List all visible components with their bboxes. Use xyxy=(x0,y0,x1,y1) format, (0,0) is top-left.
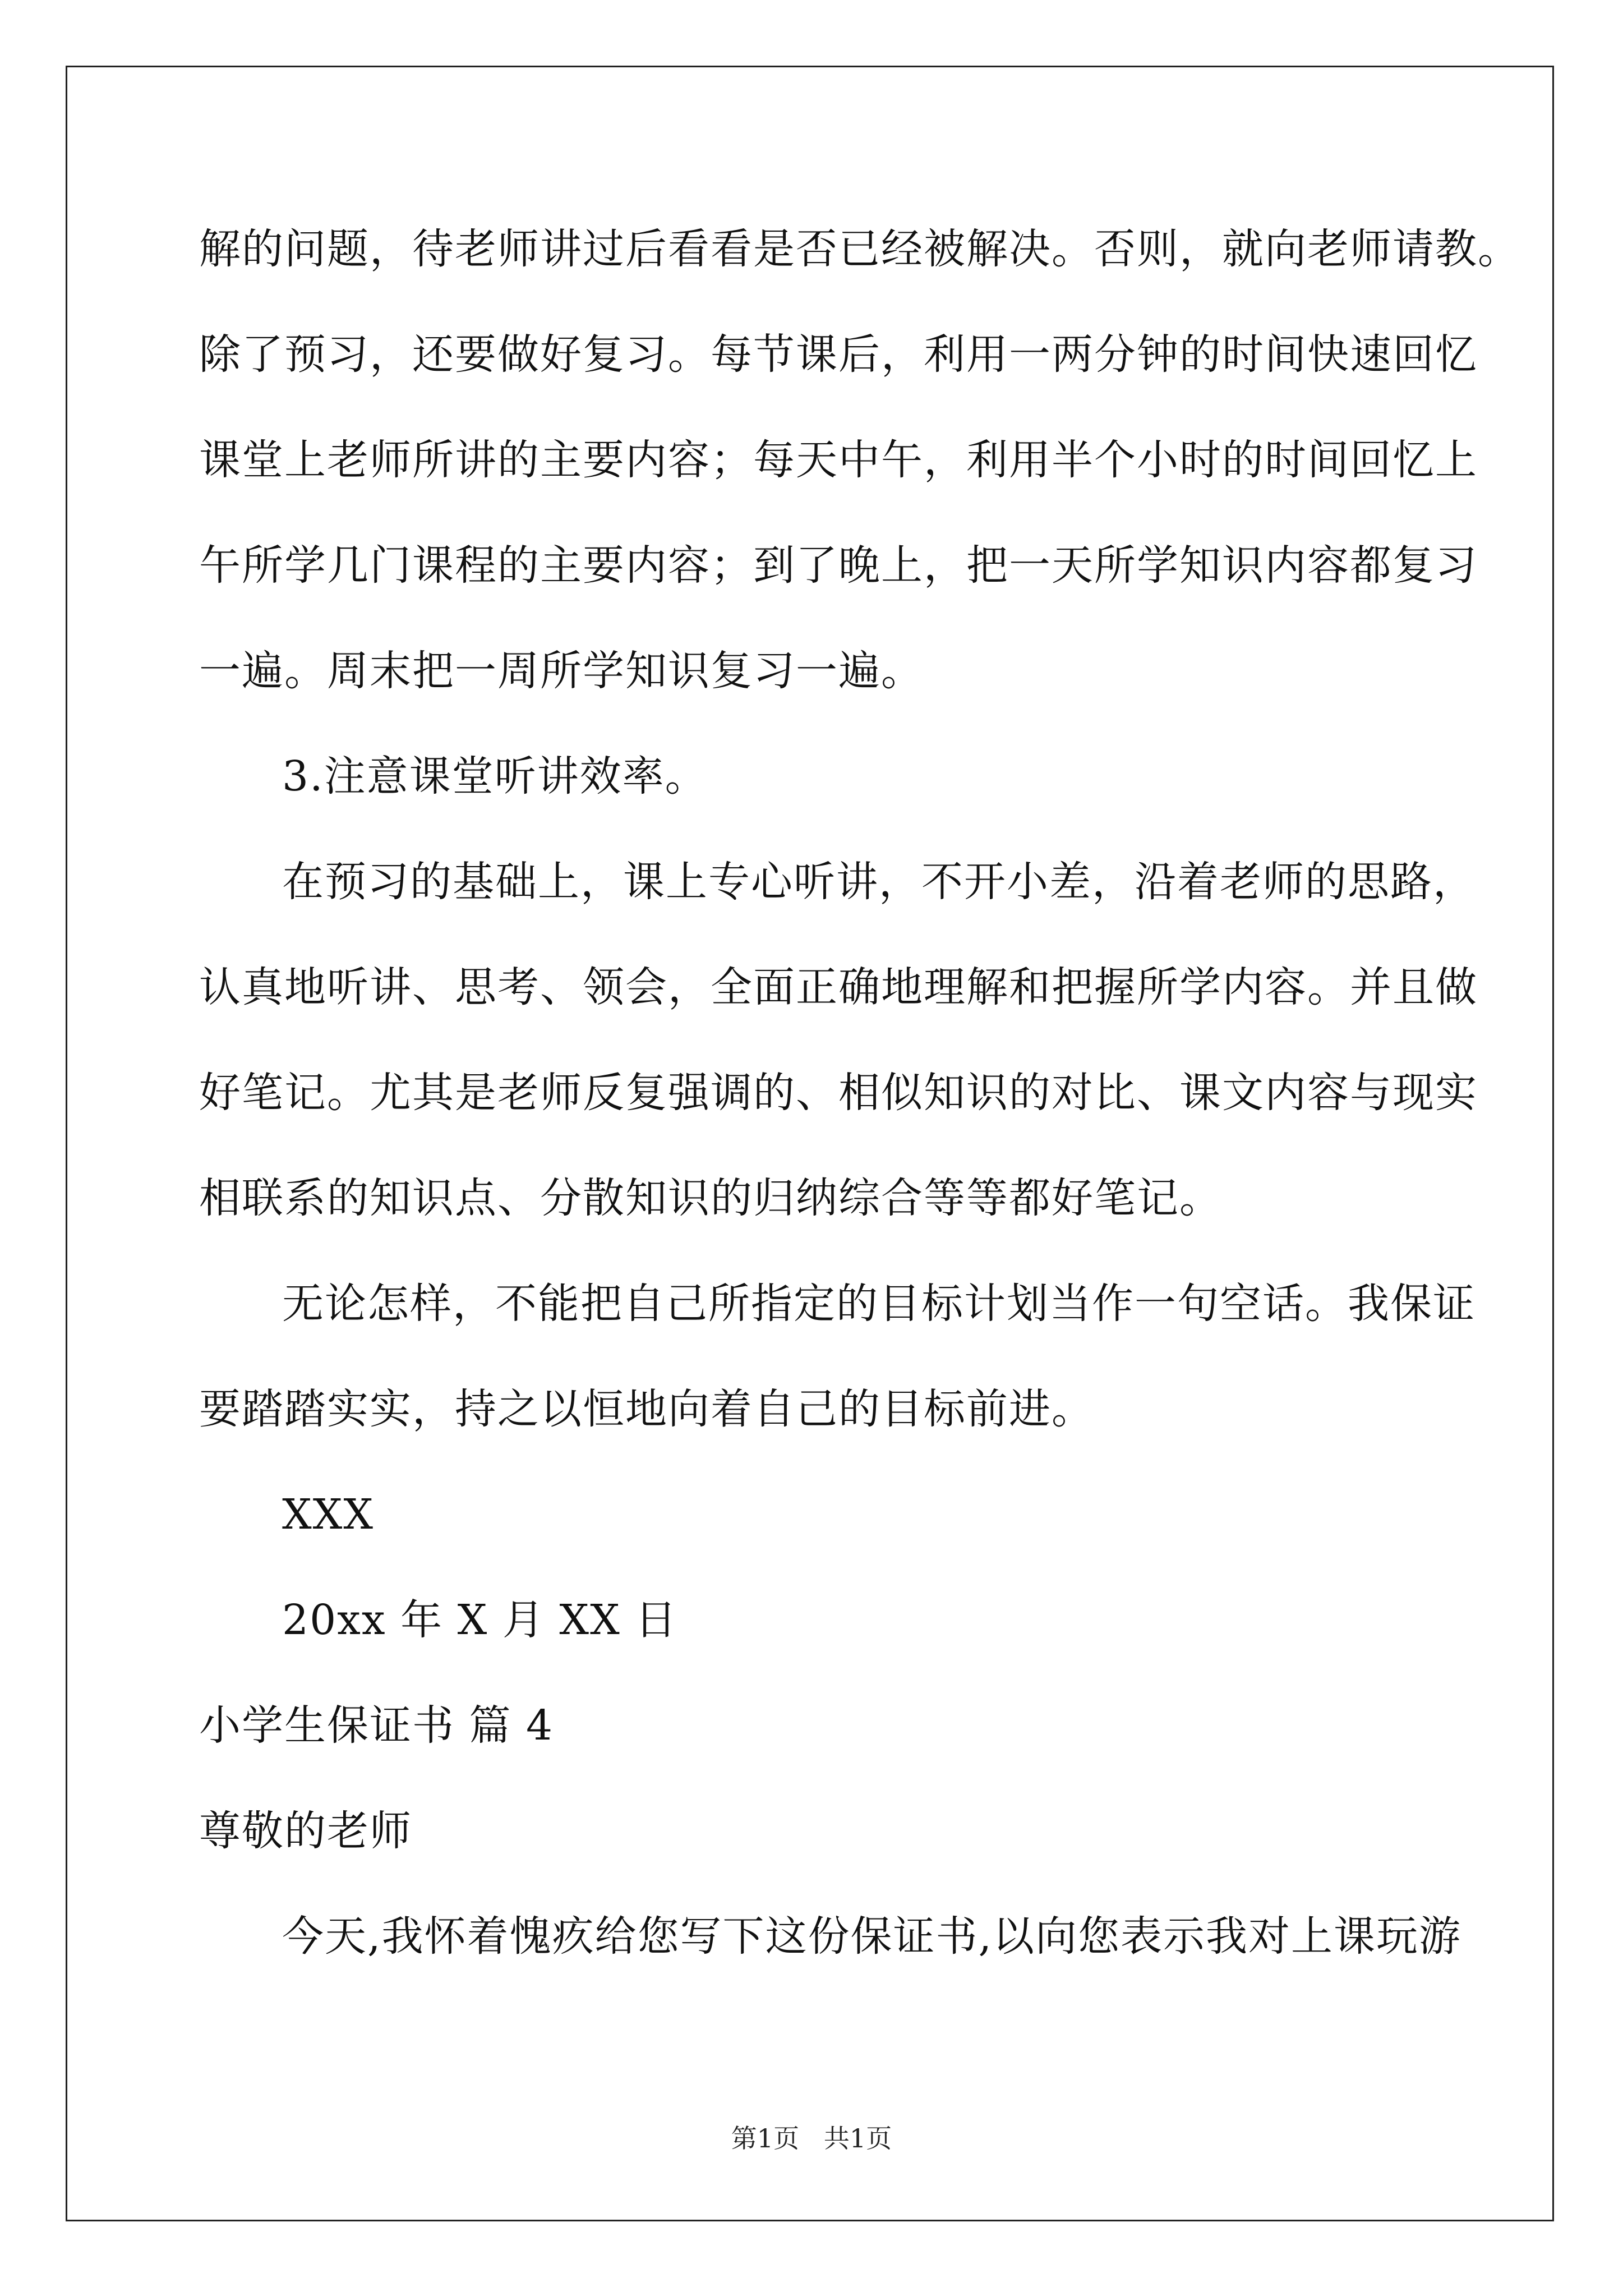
text-line: 相联系的知识点、分散知识的归纳综合等等都好笔记。 xyxy=(199,1174,1222,1222)
text-line: 认真地听讲、思考、领会，全面正确地理解和把握所学内容。并且做 xyxy=(199,963,1478,1011)
salutation: 尊敬的老师 xyxy=(199,1807,412,1855)
text-line: 一遍。周末把一周所学知识复习一遍。 xyxy=(199,647,924,695)
signature-name: XXX xyxy=(282,1490,375,1539)
section-heading: 3.注意课堂听讲效率。 xyxy=(282,752,708,800)
text-line: 解的问题，待老师讲过后看看是否已经被解决。否则，就向老师请教。 xyxy=(199,225,1520,273)
text-line: 今天,我怀着愧疚给您写下这份保证书,以向您表示我对上课玩游 xyxy=(282,1912,1462,1961)
page-footer: 第1页 共1页 xyxy=(731,2123,892,2154)
document-body xyxy=(199,196,1520,1989)
text-line: 课堂上老师所讲的主要内容；每天中午，利用半个小时的时间回忆上 xyxy=(199,436,1478,484)
text-line: 无论怎样，不能把自己所指定的目标计划当作一句空话。我保证 xyxy=(282,1280,1476,1328)
text-line: 在预习的基础上，课上专心听讲，不开小差，沿着老师的思路， xyxy=(282,858,1476,906)
text-line: 要踏踏实实，持之以恒地向着自己的目标前进。 xyxy=(199,1385,1094,1433)
text-line: 好笔记。尤其是老师反复强调的、相似知识的对比、课文内容与现实 xyxy=(199,1069,1478,1117)
section-title: 小学生保证书 篇 4 xyxy=(199,1701,554,1750)
signature-date: 20xx 年 X 月 XX 日 xyxy=(282,1596,678,1644)
text-line: 午所学几门课程的主要内容；到了晚上，把一天所学知识内容都复习 xyxy=(199,541,1478,590)
text-line: 除了预习，还要做好复习。每节课后，利用一两分钟的时间快速回忆 xyxy=(199,330,1478,379)
